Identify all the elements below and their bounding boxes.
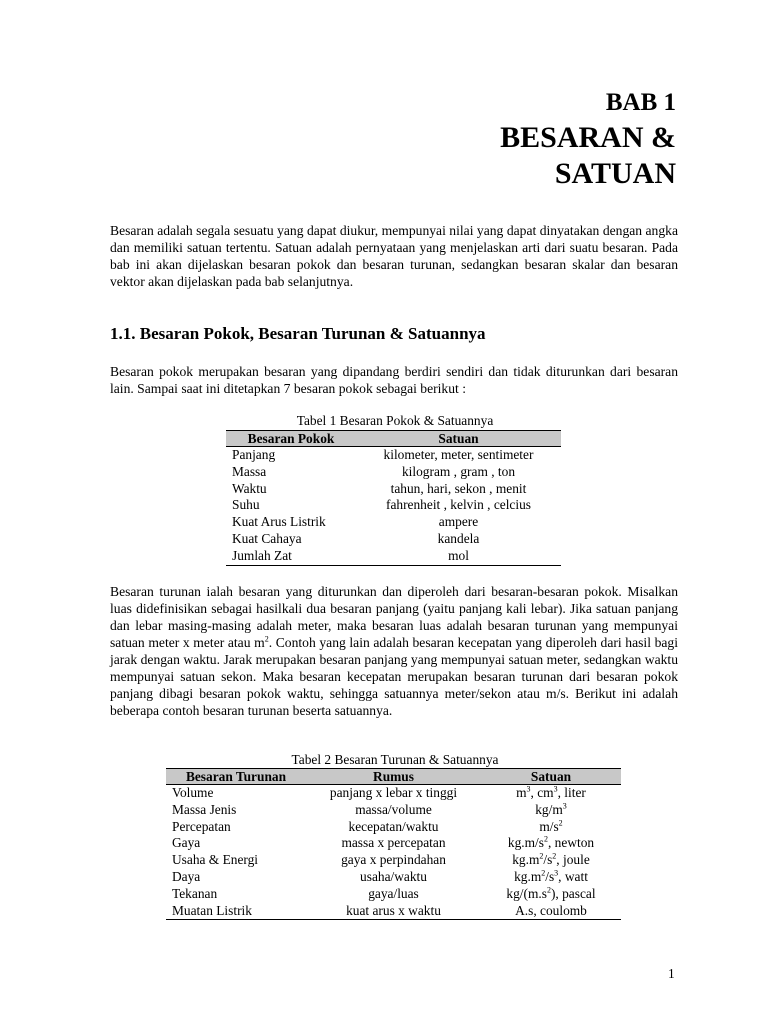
section-title: 1.1. Besaran Pokok, Besaran Turunan & Satuannya [110, 324, 486, 343]
unit-text: , cm [530, 785, 554, 800]
unit-text: , newton [547, 835, 595, 851]
chapter-number: BAB 1 [605, 89, 676, 116]
unit-exponent: 2 [539, 851, 544, 861]
satuan-cell [481, 835, 621, 852]
table-row [226, 481, 561, 498]
table-row [166, 869, 621, 886]
unit-exponent: 2 [546, 885, 551, 895]
besaran-cell: Massa Jenis [172, 801, 237, 817]
unit-text: , liter [557, 785, 586, 800]
paragraph-text-a: Besaran turunan ialah besaran yang diturunkan dan diperoleh dari besaran-besaran pokok. Misalkan luas didefinisikan sebagai hasilkali dua besaran panjang (yaitu panjang kali lebar). Jika satuan panjang dan lebar masing-masing adalah meter, maka besaran luas adalah besaran turunan yang mempunyai satuan meter x meter atau m [110, 584, 678, 650]
satuan-cell [481, 903, 621, 920]
table-row [226, 464, 561, 481]
paragraph-besaran-turunan [110, 583, 678, 719]
rumus-cell: gaya/luas [368, 885, 419, 901]
unit-text: A.s, coulomb [515, 902, 587, 918]
satuan-cell [481, 852, 621, 869]
unit-text: /s [543, 852, 553, 868]
besaran-cell: Kuat Arus Listrik [232, 514, 326, 530]
table-row [166, 819, 621, 836]
unit-exponent: 2 [543, 834, 548, 844]
besaran-cell: Percepatan [172, 818, 231, 834]
besaran-cell: Massa [232, 463, 267, 479]
table1-caption: Tabel 1 Besaran Pokok & Satuannya [296, 413, 494, 428]
table-row [166, 886, 621, 903]
rumus-cell: usaha/waktu [360, 868, 427, 884]
besaran-cell: Kuat Cahaya [232, 530, 302, 546]
table1-header-row [226, 431, 561, 447]
intro-paragraph: Besaran adalah segala sesuatu yang dapat diukur, mempunyai nilai yang dapat dinyatakan dengan angka dan memiliki satuan tertentu. Satuan adalah pernyataan yang menjelaskan arti dari suatu besaran. Pada bab ini akan dijelaskan besaran pokok dan besaran turunan, sedangkan besaran skalar dan besaran vektor akan dijelaskan pada bab selanjutnya. [110, 223, 678, 289]
unit-text: kg/(m.s [506, 885, 547, 901]
unit-text: ), pascal [550, 885, 596, 901]
unit-text: m/s [539, 818, 559, 834]
rumus-cell: massa/volume [355, 801, 432, 817]
satuan-cell: fahrenheit , kelvin , celcius [385, 497, 531, 513]
satuan-cell: tahun, hari, sekon , menit [390, 480, 527, 496]
besaran-cell: Usaha & Energi [172, 852, 259, 868]
unit-text: kg/m [535, 801, 563, 817]
satuan-cell [481, 886, 621, 903]
unit-text: , watt [558, 868, 588, 884]
satuan-cell: kilometer, meter, sentimeter [383, 447, 534, 462]
table2-header-row [166, 769, 621, 785]
besaran-cell: Jumlah Zat [226, 548, 356, 565]
table-row [166, 785, 621, 802]
unit-exponent: 3 [553, 784, 558, 794]
besaran-cell: Daya [172, 868, 201, 884]
unit-exponent: 2 [541, 868, 546, 878]
unit-exponent: 3 [526, 784, 531, 794]
satuan-cell: ampere [438, 514, 479, 530]
besaran-cell: Tekanan [172, 885, 218, 901]
table-row [166, 903, 621, 920]
table-row [226, 531, 561, 548]
satuan-cell: kandela [437, 530, 480, 546]
unit-text: /s [545, 868, 555, 884]
unit-exponent: 3 [562, 801, 567, 811]
satuan-cell [481, 819, 621, 836]
satuan-cell [481, 785, 621, 802]
satuan-cell [481, 869, 621, 886]
table2-caption: Tabel 2 Besaran Turunan & Satuannya [291, 752, 499, 767]
table-row [226, 548, 561, 565]
satuan-cell: mol [356, 548, 561, 565]
table2-header-satuan: Satuan [481, 769, 621, 785]
page-number: 1 [668, 966, 675, 981]
table-besaran-pokok [226, 430, 561, 566]
satuan-cell: kilogram , gram , ton [401, 463, 516, 479]
table-row [166, 835, 621, 852]
superscript: 2 [264, 634, 269, 644]
rumus-cell: kuat arus x waktu [306, 903, 481, 920]
chapter-title-line-2: SATUAN [554, 157, 676, 190]
table2-header-besaran: Besaran Turunan [166, 769, 306, 785]
besaran-cell: Panjang [232, 447, 276, 462]
unit-text: , joule [556, 852, 590, 868]
unit-exponent: 2 [558, 818, 563, 828]
paragraph-text-b: . Contoh yang lain adalah besaran kecepatan yang diperoleh dari hasil bagi jarak dengan waktu. Jarak merupakan besaran panjang yang mempunyai satuan meter, sedangkan waktu mempunyai satuan sekon. Maka besaran kecepatan merupakan besaran turunan dari besaran pokok panjang dibagi besaran pokok waktu, sehingga satuannya meter/sekon atau m/s. Berikut ini adalah beberapa contoh besaran turunan beserta satuannya. [110, 635, 678, 718]
besaran-cell: Volume [172, 785, 214, 800]
table-row [166, 802, 621, 819]
table-row [226, 447, 561, 464]
besaran-cell: Waktu [232, 480, 267, 496]
table-row [226, 514, 561, 531]
besaran-cell: Suhu [232, 497, 260, 513]
unit-text: kg.m [514, 868, 542, 884]
unit-exponent: 2 [552, 851, 557, 861]
rumus-cell: kecepatan/waktu [348, 818, 439, 834]
table1-header-satuan: Satuan [356, 431, 561, 447]
table1-header-besaran: Besaran Pokok [226, 431, 356, 447]
satuan-cell [481, 802, 621, 819]
table2-header-rumus: Rumus [306, 769, 481, 785]
rumus-cell: panjang x lebar x tinggi [329, 785, 458, 800]
rumus-cell: massa x percepatan [341, 835, 446, 851]
unit-text: kg.m/s [507, 835, 544, 851]
besaran-cell: Muatan Listrik [166, 903, 306, 920]
paragraph-besaran-pokok: Besaran pokok merupakan besaran yang dipandang berdiri sendiri dan tidak diturunkan dari besaran lain. Sampai saat ini ditetapkan 7 besaran pokok sebagai berikut : [110, 364, 678, 396]
unit-text: kg.m [512, 852, 540, 868]
table-besaran-turunan [166, 768, 621, 920]
table-row [166, 852, 621, 869]
unit-exponent: 3 [554, 868, 559, 878]
chapter-title-line-1: BESARAN & [500, 121, 676, 154]
besaran-cell: Gaya [172, 835, 201, 851]
chapter-heading [500, 86, 676, 192]
rumus-cell: gaya x perpindahan [341, 852, 446, 868]
table-row [226, 497, 561, 514]
unit-text: m [516, 785, 527, 800]
